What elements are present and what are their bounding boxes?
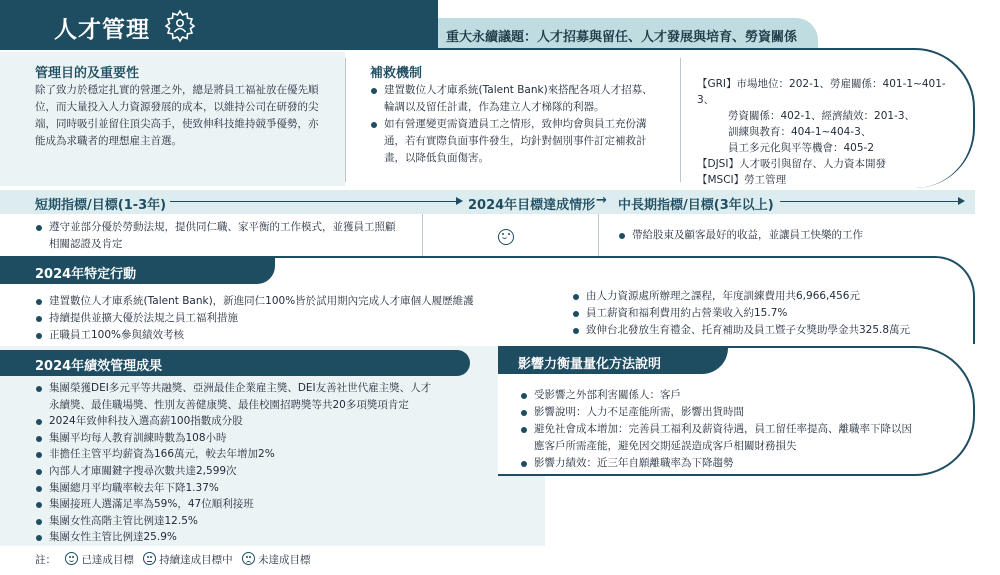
long-term-label: 中長期指標/目標(3年以上) — [618, 198, 774, 213]
column-divider — [422, 214, 423, 256]
list-item: 集團女性高階主管比例達12.5% — [35, 513, 435, 530]
list-item: 受影響之外部利害關係人：客戶 — [520, 387, 915, 404]
short-term-target — [35, 219, 405, 253]
list-item: 遵守並部分優於勞動法規，提供同仁職、家平衡的工作模式，並獲員工照顧相關認證及肯定 — [35, 219, 405, 253]
list-item: 集團平均每人教育訓練時數為108小時 — [35, 430, 435, 447]
list-item: 內部人才庫關鍵字搜尋次數共達2,599次 — [35, 463, 435, 480]
list-item: 非擔任主管平均薪資為166萬元，較去年增加2% — [35, 446, 435, 463]
list-item: 帶給股東及顧客最好的收益，並讓員工快樂的工作 — [618, 227, 958, 244]
list-item: 集團接班人選滿足率為59%，47位順利接班 — [35, 496, 435, 513]
actions-heading: 2024年特定行動 — [35, 267, 137, 282]
gri-line: 員工多元化與平等機會：405-2 — [728, 142, 875, 154]
purpose-heading: 管理目的及重要性 — [35, 66, 140, 81]
list-item: 如有營運變更需資遣員工之情形，致伸均會與員工充份溝通，若有實際負面事件發生，均針對個別事件訂定補救計畫，以降低負面傷害。 — [370, 116, 660, 167]
legend-ongoing: 持續達成目標中 — [159, 554, 233, 566]
material-issue-text: 重大永續議題：人才招募與留任、人才發展與培育、勞資關係 — [446, 30, 798, 45]
gri-line: 【GRI】市場地位：202-1、勞雇關係：401-1~401-3、 — [697, 78, 946, 106]
impact-list — [520, 387, 915, 472]
legend-not-achieved: 未達成目標 — [258, 554, 311, 566]
remedy-heading: 補救機制 — [370, 66, 423, 81]
gri-line: 訓練與教育：404-1~404-3、 — [728, 126, 872, 138]
list-item: 建置數位人才庫系統(Talent Bank)來搭配各項人才招募、輪調以及留任計畫，作為建立人才梯隊的利器。 — [370, 82, 660, 116]
remedy-list — [370, 82, 660, 167]
arrow-right-icon — [958, 197, 965, 205]
list-item: 由人力資源處所辦理之課程，年度訓練費用共6,966,456元 — [572, 288, 962, 305]
performance-list — [35, 380, 435, 546]
legend — [35, 552, 311, 567]
actions-right-list — [572, 288, 962, 339]
talent-gear-icon — [162, 8, 198, 44]
list-item: 集團總月平均職率較去年下降1.37% — [35, 480, 435, 497]
msci-line: 【MSCI】勞工管理 — [697, 174, 787, 186]
djsi-line: 【DJSI】人才吸引與留存、人力資本開發 — [697, 158, 886, 170]
timeline-line — [170, 201, 460, 202]
not-achieved-frown-icon — [242, 552, 255, 565]
ongoing-neutral-icon — [143, 552, 156, 565]
column-divider — [598, 214, 599, 256]
list-item: 集團女性主管比例達25.9% — [35, 529, 435, 546]
performance-heading: 2024年績效管理成果 — [35, 359, 163, 374]
legend-label: 註： — [35, 554, 56, 566]
list-item: 致伸台北發放生育禮金、托育補助及員工暨子女獎助學金共325.8萬元 — [572, 322, 962, 339]
achieved-smile-icon — [65, 552, 78, 565]
impact-heading: 影響力衡量量化方法說明 — [518, 357, 662, 372]
list-item: 建置數位人才庫系統(Talent Bank)，新進同仁100%皆於試用期內完成人才庫個人履歷維護 — [35, 293, 535, 310]
long-term-target — [618, 227, 958, 244]
list-item: 避免社會成本增加：完善員工福利及薪資待遇，員工留任率提高、離職率下降以因應客戶所需產能，避免因交期延誤造成客戶相關財務損失 — [520, 421, 915, 455]
list-item: 正職員工100%參與績效考核 — [35, 327, 535, 344]
list-item: 集團榮獲DEI多元平等共融獎、亞洲最佳企業雇主獎、DEI友善社世代雇主獎、人才永續獎、最佳職場獎、性別友善健康獎、最佳校園招聘獎等共20多項獎項肯定 — [35, 380, 435, 413]
timeline-line — [780, 201, 960, 202]
column-divider — [345, 58, 346, 182]
list-item: 影響說明：人力不足產能所需，影響出貨時間 — [520, 404, 915, 421]
column-divider — [680, 58, 681, 182]
list-item: 影響力績效：近三年自願離職率為下降趨勢 — [520, 455, 915, 472]
purpose-text: 除了致力於穩定扎實的營運之外，總是將員工福祉放在優先順位，而大量投入人力資源發展的成本，以維持公司在研發的尖端，同時吸引並留住頂尖高手，使致伸科技維持競爭優勢，亦能成為求職者的理想雇主首選。 — [35, 84, 319, 147]
arrow-glyph: → — [596, 193, 607, 208]
arrow-right-icon — [456, 197, 463, 205]
progress-label: 2024年目標達成情形 — [468, 198, 596, 213]
list-item: 持續提供並擴大優於法規之員工福利措施 — [35, 310, 535, 327]
standards-block — [697, 76, 957, 188]
gri-line: 勞資關係：402-1、經濟績效：201-3、 — [728, 110, 916, 122]
actions-left-list — [35, 293, 535, 344]
achieved-smile-icon — [498, 228, 514, 247]
page-title: 人才管理 — [54, 17, 150, 43]
legend-achieved: 已達成目標 — [81, 554, 134, 566]
short-term-label: 短期指標/目標(1-3年) — [35, 198, 167, 213]
list-item: 員工薪資和福利費用約占營業收入約15.7% — [572, 305, 962, 322]
list-item: 2024年致伸科技入選高薪100指數成分股 — [35, 413, 435, 430]
